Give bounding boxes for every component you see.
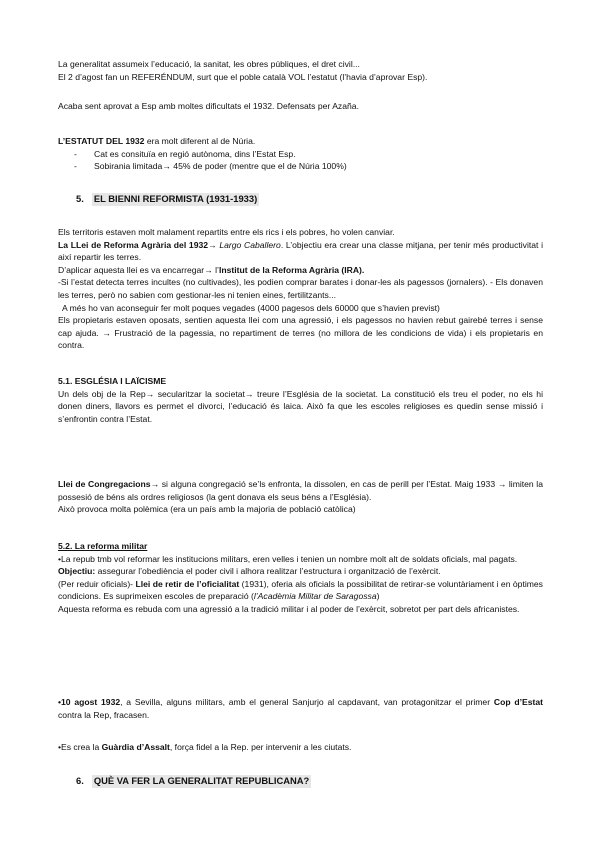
text-span: D’aplicar aquesta llei es va encarregar→ l’: [58, 264, 219, 275]
heading-number: 6.: [76, 775, 84, 786]
section-heading-6: [76, 775, 311, 788]
dash-item: - Cat es consituïa en regió autònoma, dins l’Estat Esp.: [74, 148, 296, 159]
paragraph-reforma-agraria: [58, 226, 543, 352]
text-span: assegurar l’obediència el poder civil i alhora realitzar l’estructura i organització de l’exèrcit.: [95, 566, 441, 577]
subsection-title: 5.1. ESGLÉSIA I LAÏCISME: [58, 376, 167, 386]
text-line: A més ho van aconseguir fer molt poques vegades (4000 pagesos dels 60000 que s’havien previst): [62, 302, 440, 313]
text-line: [58, 741, 543, 754]
text-line: [58, 239, 543, 264]
heading-title: QUÈ VA FER LA GENERALITAT REPUBLICANA?: [93, 775, 310, 786]
subsection-title: 5.2. La reforma militar: [58, 541, 148, 551]
paragraph-cop-estat: [58, 696, 543, 721]
text-span: → si alguna congregació se’ls enfronta, la dissolen, en cas de perill per l’Estat. Maig 1933 → limiten la possesió de béns als ordres religiosos (la gent donava els seus béns a l’Església).: [58, 479, 543, 502]
italic-term: l’Acadèmia Militar de Saragossa: [253, 591, 377, 602]
section-heading-5: [76, 193, 259, 206]
text-line: [58, 578, 543, 603]
text-line: La generalitat assumeix l’educació, la sanitat, les obres públiques, el dret civil...: [58, 59, 360, 69]
bold-term: Cop d’Estat: [493, 697, 543, 707]
paragraph-approval: [58, 100, 543, 113]
section-5-1: [58, 375, 543, 425]
text-span: , força fidel a la Rep. per intervenir a les ciutats.: [169, 742, 352, 752]
text-line: [58, 264, 543, 277]
text-span: (1931), oferia als oficials la possibilitat de retirar-se voluntàriament i en òptimes condicions. Es suprimeixen escoles de preparació (: [58, 578, 543, 602]
bold-term: L’ESTATUT DEL 1932: [58, 136, 145, 146]
bold-term: Objectiu:: [58, 566, 96, 577]
text-span: contra la Rep, fracasen.: [58, 709, 150, 720]
heading-title: EL BIENNI REFORMISTA (1931-1933): [93, 193, 258, 204]
paragraph-congregacions: [58, 478, 543, 516]
text-line: Acaba sent aprovat a Esp amb moltes dificultats el 1932. Defensats per Azaña.: [58, 101, 359, 111]
text-line: El 2 d’agost fan un REFERÉNDUM, surt que el poble català VOL l’estatut (l’havia d’aprovar Esp).: [58, 71, 428, 82]
italic-term: Largo Caballero: [219, 239, 281, 250]
text-line: Els propietaris estaven oposats, sentien aquesta llei com una agressió, i els pagessos no havien rebut gairebé terres i sense cap ajuda. → Frustració de la pagessia, no repartiment de terres (no millora de les condicions de vida) i els propietaris en contra.: [58, 315, 543, 351]
text-line: [58, 135, 543, 148]
bold-term: La LLei de Reforma Agrària del 1932: [58, 239, 209, 250]
paragraph-generalitat: [58, 58, 543, 83]
section-5-2: [58, 540, 543, 616]
paragraph-guardia-assalt: [58, 741, 543, 754]
heading-number: 5.: [76, 193, 84, 204]
text-span: , a Sevilla, alguns militars, amb el general Sanjurjo al capdavant, van protagonitzar el primer: [120, 697, 494, 707]
text-line: [58, 696, 543, 721]
text-span: . L’objectiu era crear una classe mitjana, per tenir més productivitat i així repartir les terres.: [58, 239, 544, 263]
text-span: →: [208, 239, 220, 250]
text-line: [58, 478, 543, 503]
text-line: Aquesta reforma es rebuda com una agressió a la tradició militar i al poder de l’exèrcit, sobretot per part dels africanistes.: [58, 603, 520, 614]
text-span: •Es crea la: [58, 742, 102, 752]
bold-term: Llei de retir de l’oficialitat: [135, 578, 240, 589]
bold-term: Guàrdia d’Assalt: [101, 742, 170, 752]
dash-item-text: Sobirania limitada→ 45% de poder (mentre que el de Núria 100%): [94, 161, 347, 172]
text-line: [58, 565, 543, 578]
text-span: ): [376, 591, 380, 602]
bold-term: Institut de la Reforma Agrària (IRA).: [218, 264, 365, 275]
text-line: -Si l’estat detecta terres incultes (no cultivades), les podien comprar barates i donar-les als pagessos (jornalers). - Els donaven les terres, però no sabien com gestionar-les ni tenien eines, fertilitzants...: [58, 277, 543, 300]
paragraph-estatut-1932: [58, 135, 543, 173]
text-line: Això provoca molta polèmica (era un país amb la majoria de població catòlica): [58, 504, 356, 515]
text-line: Un dels obj de la Rep→ secularitzar la societat→ treure l’Església de la societat. La constitució els treu el poder, no els hi donen diners, llavors es permet el divorci, l’educació és laica. Això fa que les escoles religioses es quedin sense missió i s’enfrontin contra l’Estat.: [58, 388, 543, 424]
dash-item: - Sobirania limitada→ 45% de poder (mentre que el de Núria 100%): [74, 161, 347, 172]
text-span: era molt diferent al de Núria.: [144, 136, 256, 146]
bold-term: Llei de Congregacions: [58, 479, 151, 489]
dash-item-text: Cat es consituïa en regió autònoma, dins l’Estat Esp.: [94, 148, 296, 159]
bold-term: •10 agost 1932: [58, 697, 121, 707]
text-line: •La repub tmb vol reformar les institucions militars, eren velles i tenien un nombre molt alt de soldats oficials, mal pagats.: [58, 553, 518, 564]
text-span: (Per reduir oficials)-: [58, 578, 136, 589]
text-line: Els territoris estaven molt malament repartits entre els rics i els pobres, ho volen canviar.: [58, 227, 395, 237]
